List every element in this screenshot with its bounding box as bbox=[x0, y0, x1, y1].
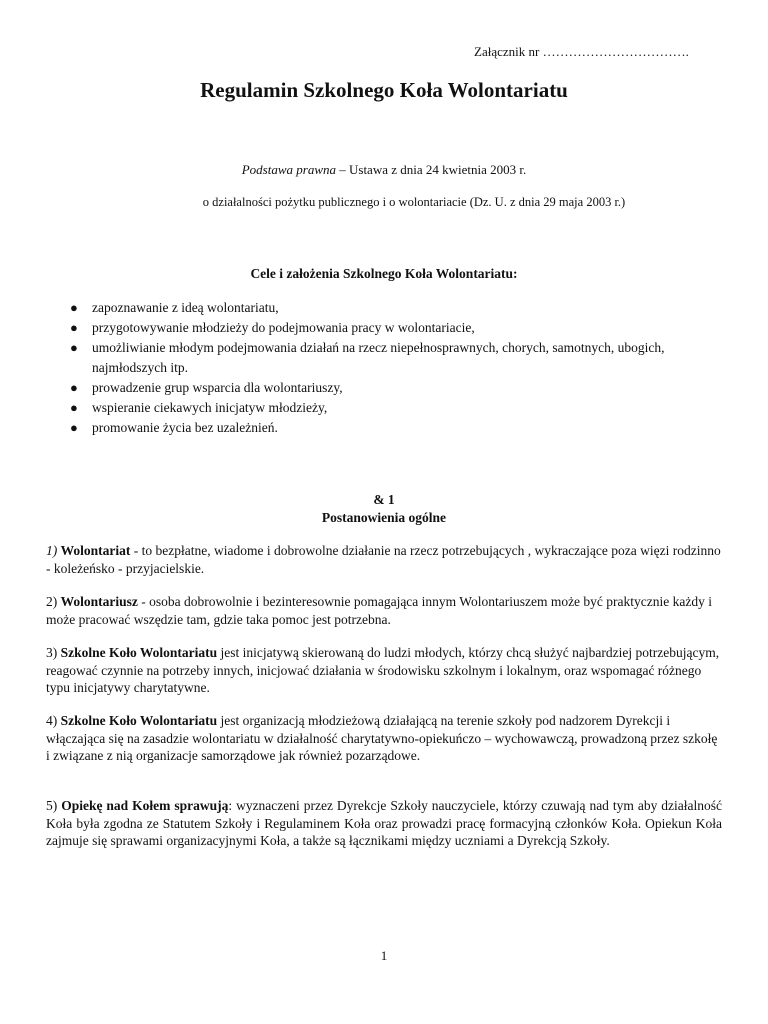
paragraph-1: 1) Wolontariat - to bezpłatne, wiadome i dobrowolne działanie na rzecz potrzebujących , wykraczające poza więzi rodzinno - koleżeńsko - przyjacielskie. bbox=[46, 543, 721, 576]
list-item: ● umożliwianie młodym podejmowania działań na rzecz niepełnosprawnych, chorych, samotnych, ubogich, najmłodszych itp. bbox=[70, 340, 665, 375]
list-item: ● prowadzenie grup wsparcia dla wolontariuszy, bbox=[68, 378, 708, 398]
attachment-number: Załącznik nr ……………………………. bbox=[474, 44, 689, 59]
legal-basis-line2: o działalności pożytku publicznego i o wolontariacie (Dz. U. z dnia 29 maja 2003 r.) bbox=[202, 195, 626, 209]
section-title: Postanowienia ogólne bbox=[321, 510, 447, 525]
bullet-icon: ● bbox=[70, 320, 78, 335]
legal-basis-label: Podstawa prawna bbox=[241, 162, 336, 177]
bullet-icon: ● bbox=[70, 420, 78, 435]
paragraph-2: 2) Wolontariusz - osoba dobrowolnie i bezinteresownie pomagająca innym Wolontariuszem może być praktycznie każdy i może pracować wszędzie tam, gdzie taka pomoc jest potrzebna. bbox=[46, 594, 712, 627]
page-title: Regulamin Szkolnego Koła Wolontariatu bbox=[200, 78, 568, 102]
paragraph-4: 4) Szkolne Koło Wolontariatu jest organizacją młodzieżową działającą na terenie szkoły pod nadzorem Dyrekcji i włączająca się na zasadzie wolontariatu w działalność charytatywno-opiekuńczo – wychowawczą, prowadzoną przez szkołę i związane z nią organizacje samorządowe jak również pozarządowe. bbox=[46, 713, 718, 763]
list-item: ● promowanie życia bez uzależnień. bbox=[68, 418, 708, 438]
page-number: 1 bbox=[380, 948, 388, 963]
bullet-icon: ● bbox=[70, 300, 78, 315]
section-number: & 1 bbox=[373, 492, 395, 507]
paragraph-5: 5) Opiekę nad Kołem sprawują: wyznaczeni przez Dyrekcje Szkoły nauczyciele, którzy czuwają nad tym aby działalność Koła była zgodna ze Statutem Szkoły i Regulaminem Koła oraz prowadzi pracę formacyjną członków Koła. Opiekun Koła zajmuje się sprawami organizacyjnymi Koła, a także są łącznikami między uczniami a Dyrekcją Szkoły. bbox=[46, 798, 723, 848]
bullet-icon: ● bbox=[70, 400, 78, 415]
legal-basis-line1 bbox=[0, 162, 768, 178]
list-item: ● zapoznawanie z ideą wolontariatu, bbox=[68, 298, 708, 318]
list-item: ● przygotowywanie młodzieży do podejmowania pracy w wolontariacie, bbox=[68, 318, 708, 338]
list-item: ● wspieranie ciekawych inicjatyw młodzieży, bbox=[68, 398, 708, 418]
bullet-icon: ● bbox=[70, 340, 78, 355]
goals-heading: Cele i założenia Szkolnego Koła Wolontariatu: bbox=[250, 266, 518, 281]
goals-list bbox=[68, 298, 708, 438]
bullet-icon: ● bbox=[70, 380, 78, 395]
legal-basis-text1: – Ustawa z dnia 24 kwietnia 2003 r. bbox=[336, 162, 527, 177]
paragraph-3: 3) Szkolne Koło Wolontariatu jest inicjatywą skierowaną do ludzi młodych, którzy chcą służyć najbardziej potrzebującym, reagować czynnie na potrzeby innych, inicjować działania w środowisku szkolnym i lokalnym, oraz wspomagać różnego typu inicjatywy charytatywne. bbox=[46, 645, 720, 695]
